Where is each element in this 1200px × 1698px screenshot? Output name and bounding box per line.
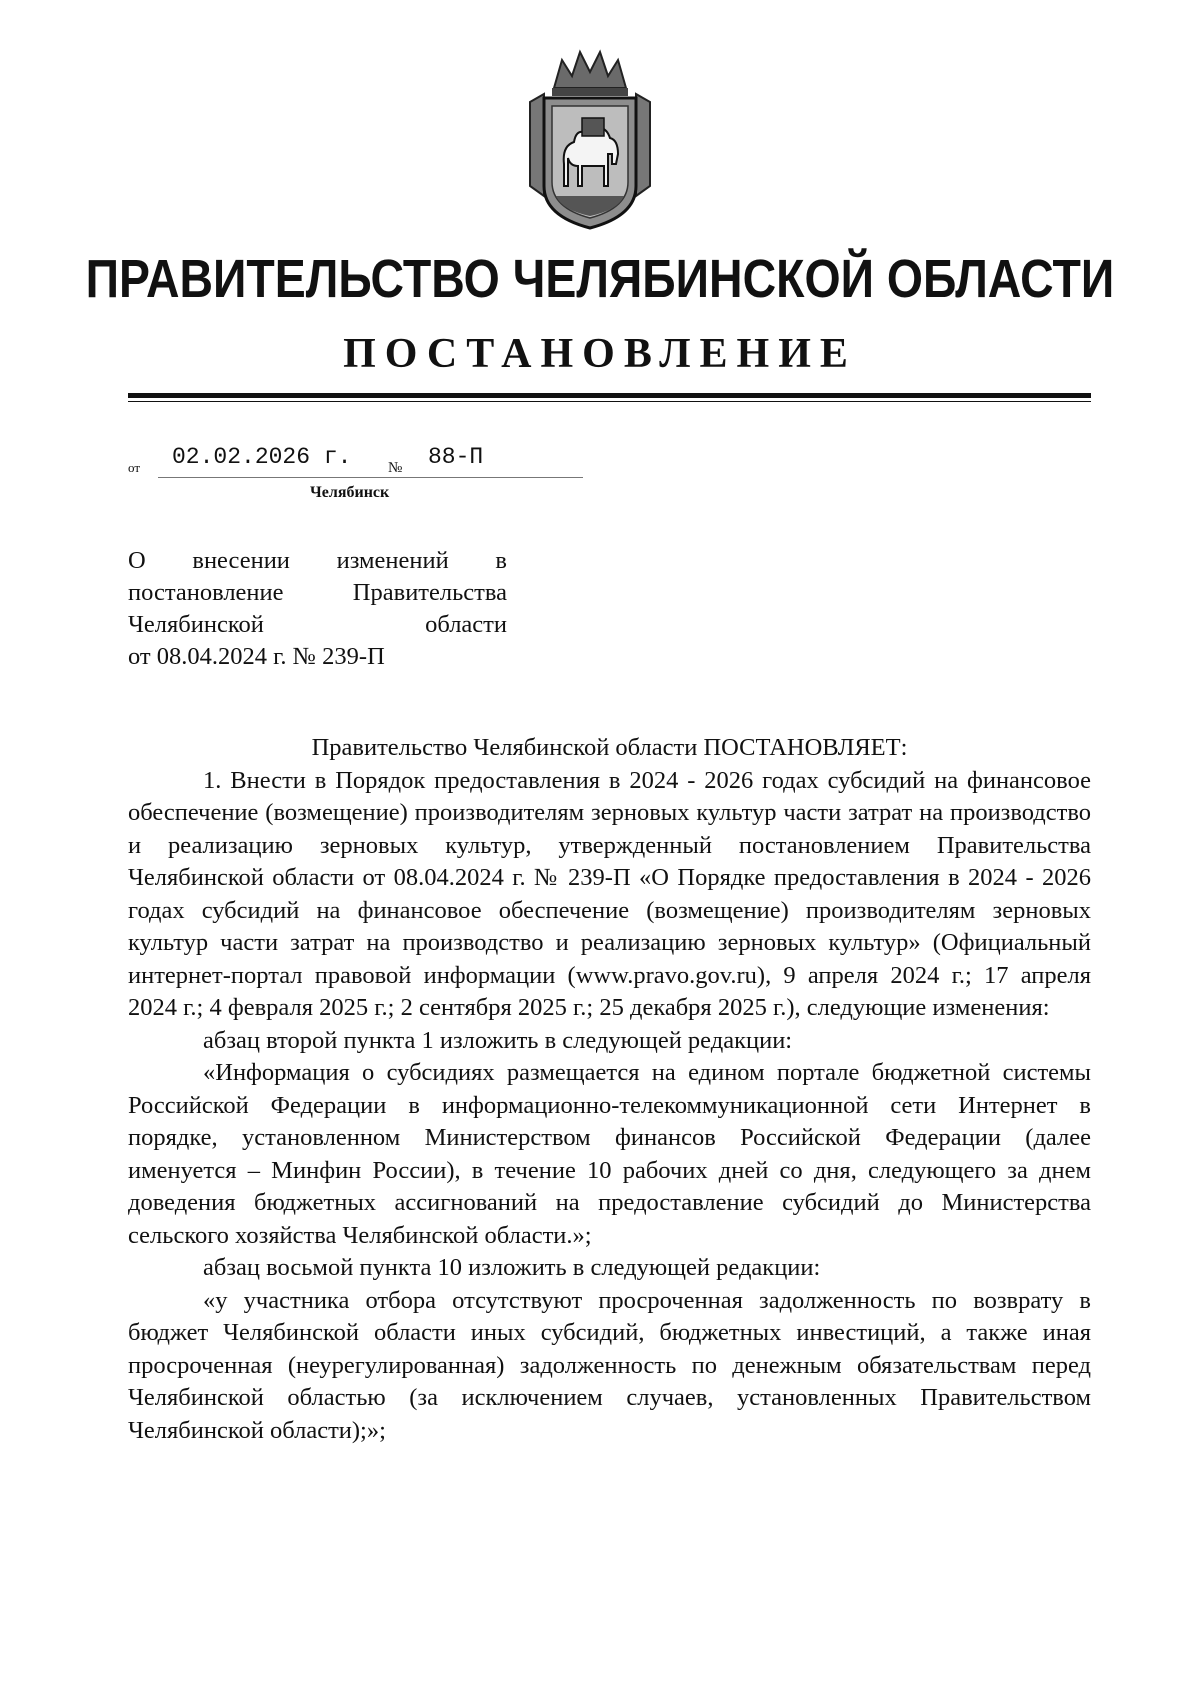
subject-line: О внесении изменений в	[128, 547, 507, 574]
document-city: Челябинск	[310, 484, 390, 501]
document-date: 02.02.2026 г.	[172, 444, 352, 470]
document-meta	[128, 444, 608, 480]
body-paragraph: абзац восьмой пункта 10 изложить в следующей редакции:	[203, 1254, 821, 1281]
coat-of-arms-icon	[522, 46, 658, 234]
document-subject	[128, 545, 507, 673]
subject-line: постановление Правительства	[128, 579, 507, 606]
header-divider-thin	[128, 401, 1091, 402]
header-divider-thick	[128, 393, 1091, 398]
organization-title: ПРАВИТЕЛЬСТВО ЧЕЛЯБИНСКОЙ ОБЛАСТИ	[85, 249, 1115, 309]
number-underline	[413, 477, 583, 478]
date-prefix: от	[128, 460, 141, 475]
preamble: Правительство Челябинской области ПОСТАНОВЛЯЕТ:	[311, 734, 908, 761]
document-body	[128, 732, 1091, 1447]
body-paragraph: «у участника отбора отсутствуют просроченная задолженность по возврату в бюджет Челябинской области иных субсидий, бюджетных инвестиций, а также иная просроченная (неурегулированная) задолженность по денежным обязательствам перед Челябинской областью (за исключением случаев, установленных Правительством Челябинской области);»;	[128, 1286, 1091, 1444]
body-paragraph: «Информация о субсидиях размещается на едином портале бюджетной системы Российской Федерации в информационно-телекоммуникационной сети Интернет в порядке, установленном Министерством финансов Российской Федерации (далее именуется – Минфин России), в течение 10 рабочих дней со дня, следующего за днем доведения бюджетных ассигнований на предоставление субсидий до Министерства сельского хозяйства Челябинской области.»;	[128, 1059, 1091, 1249]
body-paragraph: абзац второй пункта 1 изложить в следующей редакции:	[203, 1026, 793, 1054]
document-type-title: ПОСТАНОВЛЕНИЕ	[343, 331, 857, 377]
subject-line: Челябинской области	[128, 611, 507, 638]
number-sign: №	[388, 460, 403, 476]
subject-line: от 08.04.2024 г. № 239-П	[128, 643, 385, 670]
document-number: 88-П	[428, 444, 484, 470]
body-paragraph: 1. Внести в Порядок предоставления в 2024 - 2026 годах субсидий на финансовое обеспечение (возмещение) производителям зерновых культур части затрат на производство и реализацию зерновых культур, утвержденный постановлением Правительства Челябинской области от 08.04.2024 г. № 239-П «О Порядке предоставления в 2024 - 2026 годах субсидий на финансовое обеспечение (возмещение) производителям зерновых культур части затрат на производство и реализацию зерновых культур» (Официальный интернет-портал правовой информации (www.pravo.gov.ru), 9 апреля 2024 г.; 17 апреля 2024 г.; 4 февраля 2025 г.; 2 сентября 2025 г.; 25 декабря 2025 г.), следующие изменения:	[128, 766, 1091, 1021]
